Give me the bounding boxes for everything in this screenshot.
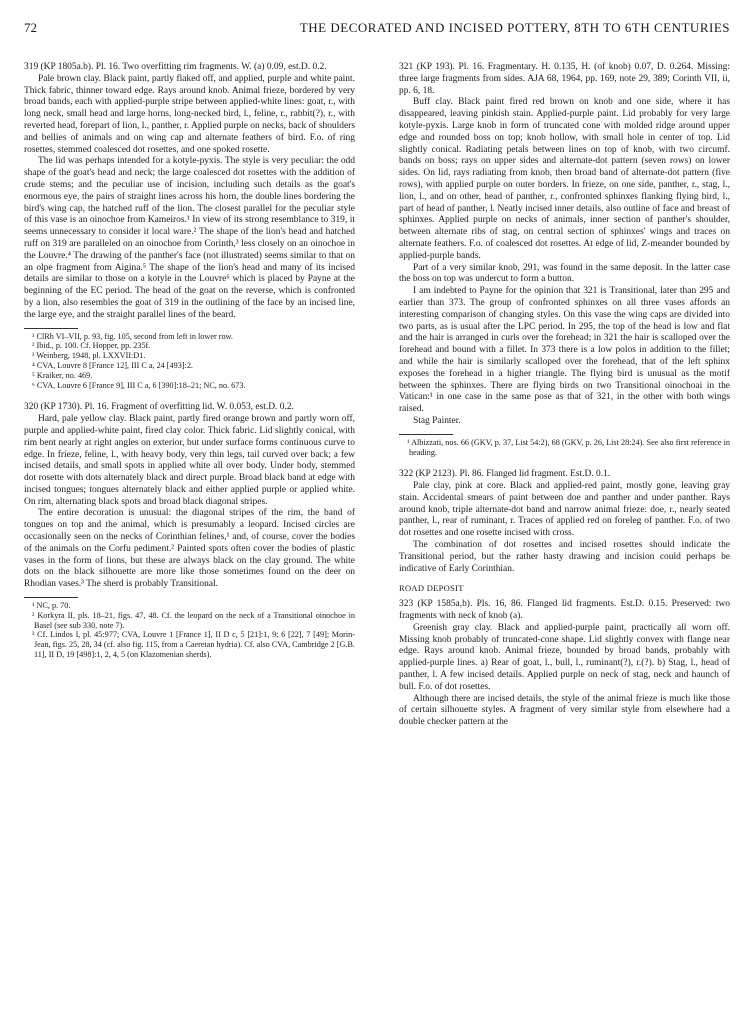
- footnote: ³ Cf. Lindos I, pl. 45:977; CVA, Louvre 1 [France 1], II D c, 5 [21]:1, 9; 6 [22], 7 [49]; Morin-Jean, figs. 25, 28, 34 (cf. also fig. 115, from a Caeretan hydria). Cf. also CVA, Cambridge 2 [G.B. 11], II D, 19 [498]:1, 2, 4, 5 (on Klazomenian sherds).: [32, 630, 355, 660]
- section-heading-road-deposit: ROAD DEPOSIT: [399, 583, 464, 594]
- entry-321-heading: 321 (KP 193). Pl. 16. Fragmentary. H. 0.135, H. (of knob) 0.07, D. 0.264. Missing: three large fragments from sides. AJA 68, 1964, pp. 169, note 29, 389; Corinth VII, ii, pp. 6, 18.: [399, 62, 730, 96]
- footnote: ⁴ CVA, Louvre 8 [France 12], III C a, 24 [493]:2.: [32, 360, 193, 370]
- entry-323-discussion: Although there are incised details, the style of the animal frieze is much like those of certain silhouette styles. A fragment of very similar style from elsewhere had a double checker pattern at the: [399, 693, 730, 728]
- footnotes-320: [24, 597, 355, 660]
- footnotes-321: [399, 434, 730, 458]
- footnote: ¹ Albizzati, nos. 66 (GKV, p. 37, List 54:2), 68 (GKV, p. 26, List 28:24). See also first reference in heading.: [407, 437, 730, 457]
- entry-323-heading: 323 (KP 1585a,b). Pls. 16, 86. Flanged lid fragments. Est.D. 0.15. Preserved: two fragments with neck of knob (a).: [399, 599, 730, 622]
- entry-320-discussion: The entire decoration is unusual: the diagonal stripes of the rim, the band of tongues on top and the animal, which is presumably a leopard. Incised circles are occasionally seen on the necks of Corinthian felines,¹ and, of course, cover the bodies of the animals on the Corfu pediment.² Painted spots often cover the bodies of plastic vases in the form of lions, but these are always black on the clay ground. The white dots on the black silhouette are more like those sometimes found on the deer on Rhodian vases.³ The sherd is probably Transitional.: [24, 508, 355, 590]
- left-column: [24, 62, 355, 672]
- entry-323-description: Greenish gray clay. Black and applied-purple paint, practically all worn off. Missing knob probably of truncated-cone shape. Lid slightly convex with flange near edge. Rays around knob. Animal frieze, bounded by broad bands, probably with applied-purple lines. a) Rear of goat, l., bull, l., ruminant(?), r.(?). b) Stag, l., head of panther, l. A few incised details. Applied purple on neck of stag, neck and haunch of bull. F.o. of dot rosettes.: [399, 622, 730, 692]
- right-column: [399, 62, 730, 729]
- footnote: ² Korkyra II, pls. 18–21, figs. 47, 48. Cf. the leopard on the neck of a Transitional oinochoe in Basel (see sub 330, note 7).: [32, 610, 355, 630]
- entry-322-description: Pale clay, pink at core. Black and applied-red paint, mostly gone, leaving gray stain. Accidental smears of paint between doe and panther and under panther. Rays around knob, triple alternate-dot band and narrow animal frieze: doe, r., nearly seated panther, l., rear of ruminant, r. Traces of applied red on foreleg of panther. F.o. of two dot rosettes and one rosette incised with cross.: [399, 481, 730, 539]
- footnote: ³ Weinberg, 1948, pl. LXXVII:D1.: [32, 351, 146, 361]
- entry-319-heading: 319 (KP 1805a.b). Pl. 16. Two overfitting rim fragments. W. (a) 0.09, est.D. 0.2.: [24, 62, 327, 72]
- entry-321-note: Part of a very similar knob, 291, was found in the same deposit. In the latter case the boss on top was undercut to form a button.: [399, 262, 730, 285]
- entry-322-heading: 322 (KP 2123). Pl. 86. Flanged lid fragment. Est.D. 0.1.: [399, 469, 611, 480]
- entry-321-description: Buff clay. Black paint fired red brown on knob and one side, where it has disappeared, leaving pinkish stain. Applied-purple paint. Lid probably for very large kotyle-pyxis. Large knob in form of truncated cone with molded ridge around upper edge and rounded boss on top; knob hollow, with small hole in center of top. Lid slightly conical. Radiating petals between lines on top of knob, with two circumf. bands on boss; rays on upper sides and alternate-dot pattern (seven rows) on lower sides. On lid, rays radiating from knob, then broad band of alternate-dot pattern (five rows), with applied purple on outer borders. In frieze, on one side, panther, r., stag, l., lion, l., and on other, head of panther, r., confronted sphinxes flanking flying bird, l., part of head of panther, l. Neatly incised inner details, also outline of face and breast of sphinxes. Applied purple on necks of animals, inner section of panther's shoulder, between alternate ribs of stag, on central section of sphinxes' wings and traces on alternate feathers. F.o. of coalesced dot rosettes. At edge of lid, Z-meander bounded by applied-purple bands.: [399, 97, 730, 261]
- entry-319-description: Pale brown clay. Black paint, partly flaked off, and applied, purple and white paint. Thick fabric, thinner toward edge. Rays around knob. Animal frieze, bordered by very broad bands, each with applied-purple stripe between applied-white lines: goat, r., with long neck, small head and large horns, long-necked bird, l., feline, r., rabbit(?), r., with reverted head, forepart of lion, l., panther, r. Applied purple on necks, back of shoulders and bellies of animals and on wing cap and alternate feathers of bird. F.o. of ring rosettes, stemmed coalesced dot rosettes, and one spoked rosette.: [24, 73, 355, 155]
- page-number: 72: [24, 20, 37, 35]
- footnote: ⁵ Kraiker, no. 469.: [32, 370, 93, 380]
- entry-319-discussion: The lid was perhaps intended for a kotyle-pyxis. The style is very peculiar: the odd shape of the goat's head and neck; the large coalesced dot rosettes with the addition of crude stems; and the peculiar use of incision, including such details as the goat's enormous eye, the pairs of straight lines across his horn, the double lines bordering the bird's wing cap, the hatched ruff of the lion. The closest parallel for the peculiar style of this vase is an oinochoe from Kameiros.¹ In view of its strong resemblance to 319, it seems unnecessary to consider it local ware.² The shape of the lion's head and hatched ruff on 319 are paralleled on an oinochoe from Corinth,³ less closely on an oinochoe in the Louvre.⁴ The drawing of the panther's face (not illustrated) seems similar to that on an olpe fragment from Aigina.⁵ The shape of the lion's head and many of its incised details are similar to those on a kotyle in the Louvre⁶ which is placed by Payne at the beginning of the EC period. The head of the goat on the reverse, which is confronted by a lion, also resembles the goat of 319 in the outlining of the face by an incised line, the large eye, and the straight parallel lines of the beard.: [24, 156, 355, 320]
- footnote: ¹ NC, p. 70.: [32, 601, 71, 611]
- entry-322-discussion: The combination of dot rosettes and incised rosettes should indicate the Transitional period, but the rather hasty drawing and incision could perhaps be indicative of Early Corinthian.: [399, 540, 730, 574]
- entry-321-discussion: I am indebted to Payne for the opinion that 321 is Transitional, later than 295 and earlier than 373. The group of confronted sphinxes on all three vases affords an interesting comparison of changing styles. On this vase the wing caps are divided into two parts, as is usual after the LPC period. In 295, the top of the head is low and flat and the hair is arranged in curls over the forehead; in 321 the hair is scalloped over the forehead and bound with a fillet. In 373 there is a low polos in addition to the fillet; and while the hair is similarly scalloped over the forehead, that of the left sphinx exposes the forehead in a higher triangle. The flying bird is unusual as the motif between the sphinxes. There are flying birds on two Transitional oinochoai in the Vatican:¹ in one case in the same pose as that of 321, in the other with both wings raised.: [399, 286, 730, 415]
- footnote: ² Ibid., p. 100. Cf. Hopper, pp. 235f.: [32, 341, 151, 351]
- running-title: THE DECORATED AND INCISED POTTERY, 8TH TO 6TH CENTURIES: [299, 20, 730, 35]
- entry-321-painter: Stag Painter.: [413, 415, 461, 426]
- page-header: [24, 20, 730, 38]
- entry-320-description: Hard, pale yellow clay. Black paint, partly fired orange brown and partly worn off, purple and applied-white paint, fired clay color. Thick fabric. Lid slightly conical, with rim bent nearly at right angles on exterior, but under surface forms continuous curve to edge. In frieze, feline, l., with heavy body, very thin legs, tail curved over back; a few incised details, and small spots in applied white all over body. Under body, stemmed dot rosette with dots alternately black and direct purple. Broad black band at edge with incised tongues; tongues alternately black and either applied purple or applied white. On rim, alternating black spots and broad black diagonal stripes.: [24, 414, 355, 507]
- footnotes-319: [24, 328, 355, 391]
- footnote: ¹ ClRh VI–VII, p. 93, fig. 105, second from left in lower row.: [32, 331, 233, 341]
- entry-320-heading: 320 (KP 1730). Pl. 16. Fragment of overfitting lid. W. 0.053, est.D. 0.2.: [24, 402, 294, 413]
- footnote: ⁶ CVA, Louvre 6 [France 9], III C a, 6 [390]:18–21; NC, no. 673.: [32, 380, 246, 390]
